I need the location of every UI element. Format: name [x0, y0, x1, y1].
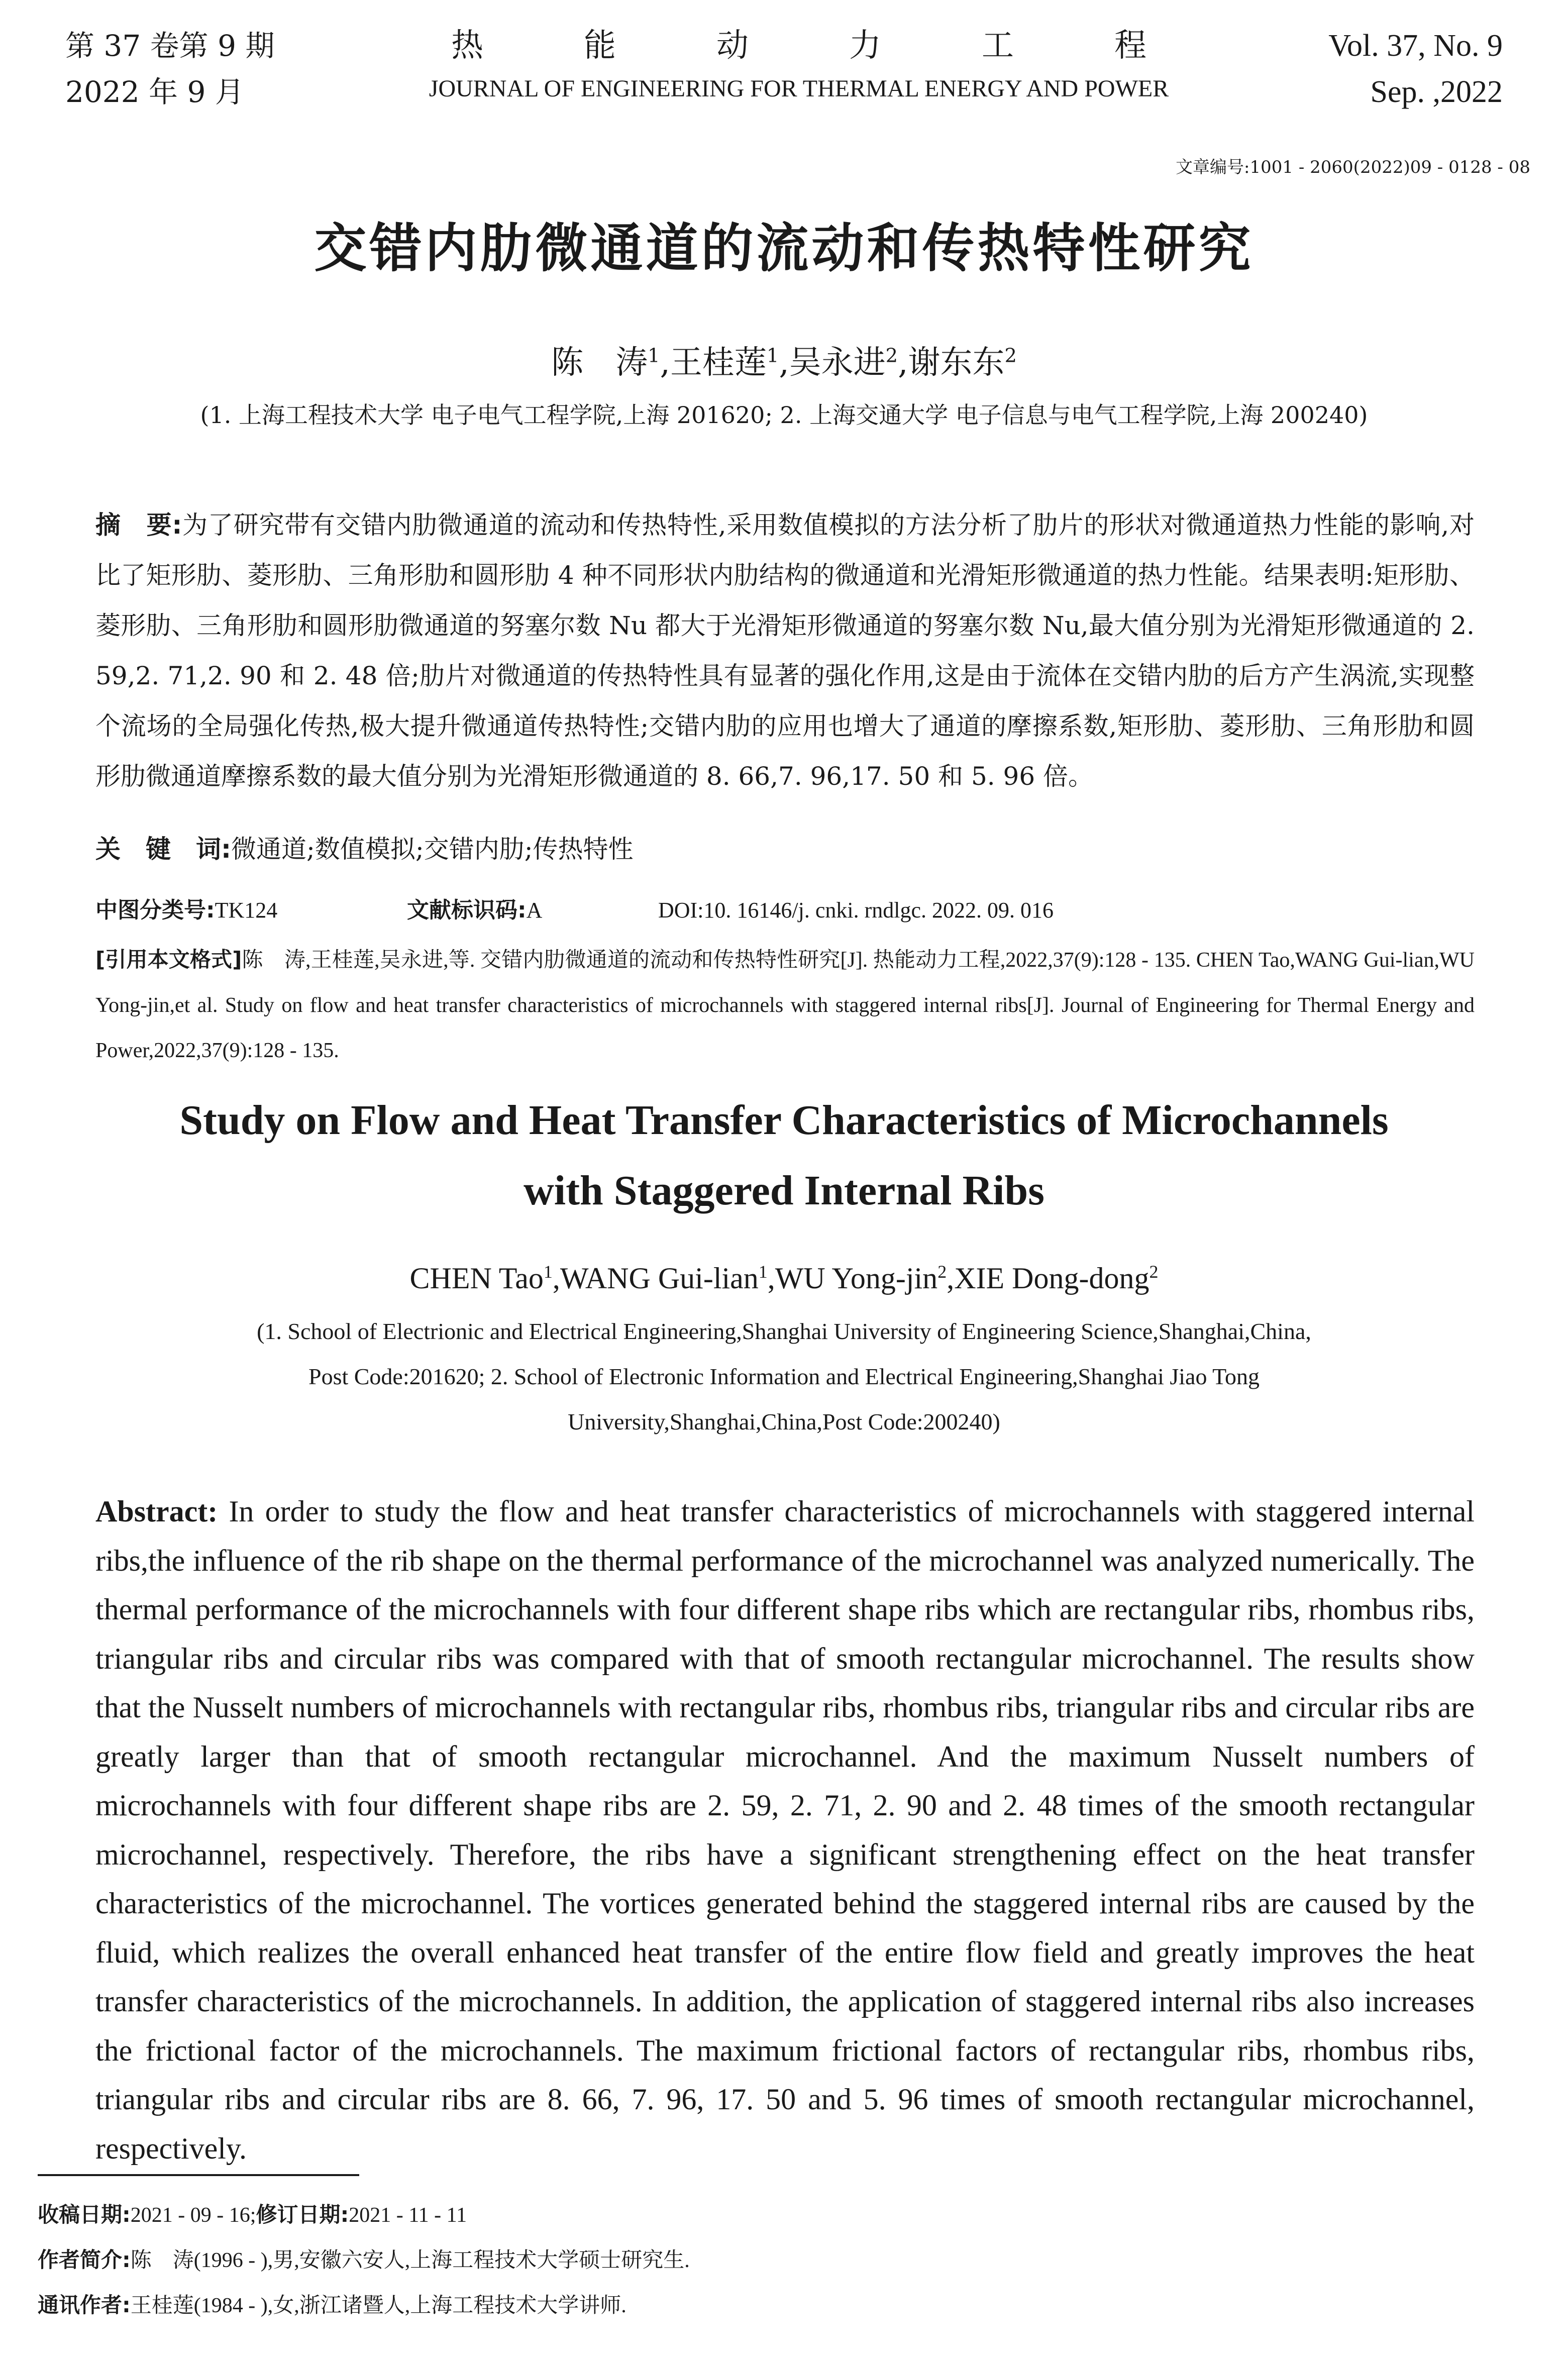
clc-label: 中图分类号:: [95, 897, 215, 923]
keywords-cn-label: 关 键 词:: [95, 835, 231, 864]
author-name: CHEN Tao: [409, 1262, 544, 1295]
author-affil-mark: 2: [937, 1262, 947, 1282]
author-affil-mark: 1: [758, 1262, 768, 1282]
authors-cn: 陈 涛$^1$,王桂莲$^1$,吴永进$^2$,谢东东$^2$: [551, 344, 1017, 381]
author-affil-mark: 2: [1004, 344, 1017, 367]
author-name: XIE Dong-dong: [954, 1262, 1149, 1295]
date-en: Sep. ,2022: [1370, 75, 1503, 109]
title-en-line: with Staggered Internal Ribs: [524, 1167, 1044, 1214]
received-label: 收稿日期:: [38, 2202, 131, 2227]
abstract-en-text: In order to study the flow and heat transfer characteristics of microchannels with staggered internal ribs,the influence of the rib shape on the thermal performance of the microchannel was analyzed numerically. The thermal performance of the microchannels with four different shape ribs which are rectangular ribs, rhombus ribs, triangular ribs and circular ribs was compared with that of smooth rectangular microchannel. The results show that the Nusselt numbers of microchannels with rectangular ribs, rhombus ribs, triangular ribs and circular ribs are greatly larger than that of smooth rectangular microchannel. And the maximum Nusselt numbers of microchannels with four different shape ribs are 2. 59, 2. 71, 2. 90 and 2. 48 times of the smooth rectangular microchannel, respectively. Therefore, the ribs have a significant strengthening effect on the heat transfer characteristics of the microchannel. The vortices generated behind the staggered internal ribs are caused by the fluid, which realizes the overall enhanced heat transfer of the entire flow field and greatly improves the heat transfer characteristics of the microchannels. In addition, the application of staggered internal ribs also increases the frictional factor of the microchannels. The maximum frictional factors of rectangular ribs, rhombus ribs, triangular ribs and circular ribs are 8. 66, 7. 96, 17. 50 and 5. 96 times of smooth rectangular microchannel, respectively.: [95, 1495, 1475, 2165]
title-en-line: Study on Flow and Heat Transfer Characteristics of Microchannels: [179, 1097, 1389, 1144]
abstract-en-label: Abstract:: [95, 1495, 218, 1528]
authors-en: CHEN Tao$^1$,WANG Gui-lian$^1$,WU Yong-jin$^2$,XIE Dong-dong$^2$: [409, 1262, 1159, 1295]
revised-label: 修订日期:: [256, 2202, 349, 2227]
volume-issue-en: Vol. 37, No. 9: [1328, 29, 1503, 63]
journal-name-cn: 热能动力工程: [451, 27, 1247, 64]
abstract-en: [95, 1487, 1475, 2173]
journal-name-en: JOURNAL OF ENGINEERING FOR THERMAL ENERGY AND POWER: [429, 75, 1169, 102]
abstract-cn: [95, 500, 1475, 801]
corresponding-label: 通讯作者:: [38, 2293, 131, 2317]
affiliation-cn: (1. 上海工程技术大学 电子电气工程学院,上海 201620; 2. 上海交通大学 电子信息与电气工程学院,上海 200240): [200, 401, 1368, 429]
author-intro-value: 陈 涛(1996 - ),男,安徽六安人,上海工程技术大学硕士研究生.: [130, 2249, 690, 2272]
keywords-cn-text: 微通道;数值模拟;交错内肋;传热特性: [231, 835, 634, 864]
article-number: 文章编号:1001 - 2060(2022)09 - 0128 - 08: [1176, 157, 1530, 177]
abstract-cn-label: 摘 要:: [95, 510, 182, 540]
footnote-dates: [38, 2198, 467, 2228]
affiliation-en-line: (1. School of Electrionic and Electrical Engineering,Shanghai University of Engineering Science,Shanghai,China,: [257, 1318, 1311, 1344]
footnote-author: [38, 2243, 690, 2274]
header-volume-en: [1328, 23, 1503, 115]
doc-code-label: 文献标识码:: [407, 897, 527, 923]
author-name: WANG Gui-lian: [560, 1262, 759, 1295]
title-en: [0, 1085, 1568, 1226]
abstract-cn-text: 为了研究带有交错内肋微通道的流动和传热特性,采用数值模拟的方法分析了肋片的形状对微通道热力性能的影响,对比了矩形肋、菱形肋、三角形肋和圆形肋 4 种不同形状内肋结构的微通道和光滑矩形微通道的热力性能。结果表明:矩形肋、菱形肋、三角形肋和圆形肋微通道的努塞尔数 Nu 都大于光滑矩形微通道的努塞尔数 Nu,最大值分别为光滑矩形微通道的 2. 59,2. 71,2. 90 和 2. 48 倍;肋片对微通道的传热特性具有显著的强化作用,这是由于流体在交错内肋的后方产生涡流,实现整个流场的全局强化传热,极大提升微通道传热特性;交错内肋的应用也增大了通道的摩擦系数,矩形肋、菱形肋、三角形肋和圆形肋微通道摩擦系数的最大值分别为光滑矩形微通道的 8. 66,7. 96,17. 50 和 5. 96 倍。: [95, 510, 1475, 791]
clc-value: TK124: [215, 898, 278, 922]
citation-format: [95, 937, 1475, 1073]
revised-value: 2021 - 11 - 11: [349, 2204, 467, 2227]
author-affil-mark: 2: [1149, 1262, 1159, 1282]
corresponding-value: 王桂莲(1984 - ),女,浙江诸暨人,上海工程技术大学讲师.: [130, 2294, 626, 2317]
footnote-rule: [38, 2174, 359, 2176]
author-name: 陈 涛: [551, 344, 648, 381]
affiliation-en-line: University,Shanghai,China,Post Code:200240): [568, 1409, 1000, 1434]
author-affil-mark: 2: [885, 344, 898, 367]
affiliation-en-line: Post Code:201620; 2. School of Electronic Information and Electrical Engineering,Shanghai Jiao Tong: [308, 1364, 1260, 1389]
citation-label: [引用本文格式]: [95, 947, 242, 972]
citation-text: 陈 涛,王桂莲,吴永进,等. 交错内肋微通道的流动和传热特性研究[J]. 热能动力工程,2022,37(9):128 - 135. CHEN Tao,WANG Gui-lian,WU Yong-jin,et al. Study on flow and heat transfer characteristics of microchannels with staggered internal ribs[J]. Journal of Engineering for Thermal Energy and Power,2022,37(9):128 - 135.: [95, 949, 1475, 1062]
received-value: 2021 - 09 - 16;: [130, 2204, 256, 2227]
keywords-cn: [95, 829, 634, 865]
header-journal: [382, 23, 1247, 109]
author-name: 谢东东: [908, 344, 1005, 381]
author-name: WU Yong-jin: [775, 1262, 938, 1295]
author-name: 王桂莲: [670, 344, 767, 381]
author-affil-mark: 1: [648, 344, 660, 367]
volume-issue-cn: 第 37 卷第 9 期: [65, 29, 275, 63]
author-name: 吴永进: [789, 344, 886, 381]
header-volume-cn: [65, 23, 274, 115]
footnote-corresponding: [38, 2289, 626, 2319]
author-intro-label: 作者简介:: [38, 2247, 131, 2272]
title-cn: 交错内肋微通道的流动和传热特性研究: [314, 218, 1254, 279]
affiliation-en: [0, 1309, 1568, 1445]
author-affil-mark: 1: [543, 1262, 553, 1282]
author-affil-mark: 1: [766, 344, 779, 367]
date-cn: 2022 年 9 月: [65, 75, 244, 109]
doc-code-value: A: [526, 898, 543, 922]
classification-row: [95, 892, 1475, 924]
doi: DOI:10. 16146/j. cnki. rndlgc. 2022. 09. 016: [658, 898, 1054, 922]
